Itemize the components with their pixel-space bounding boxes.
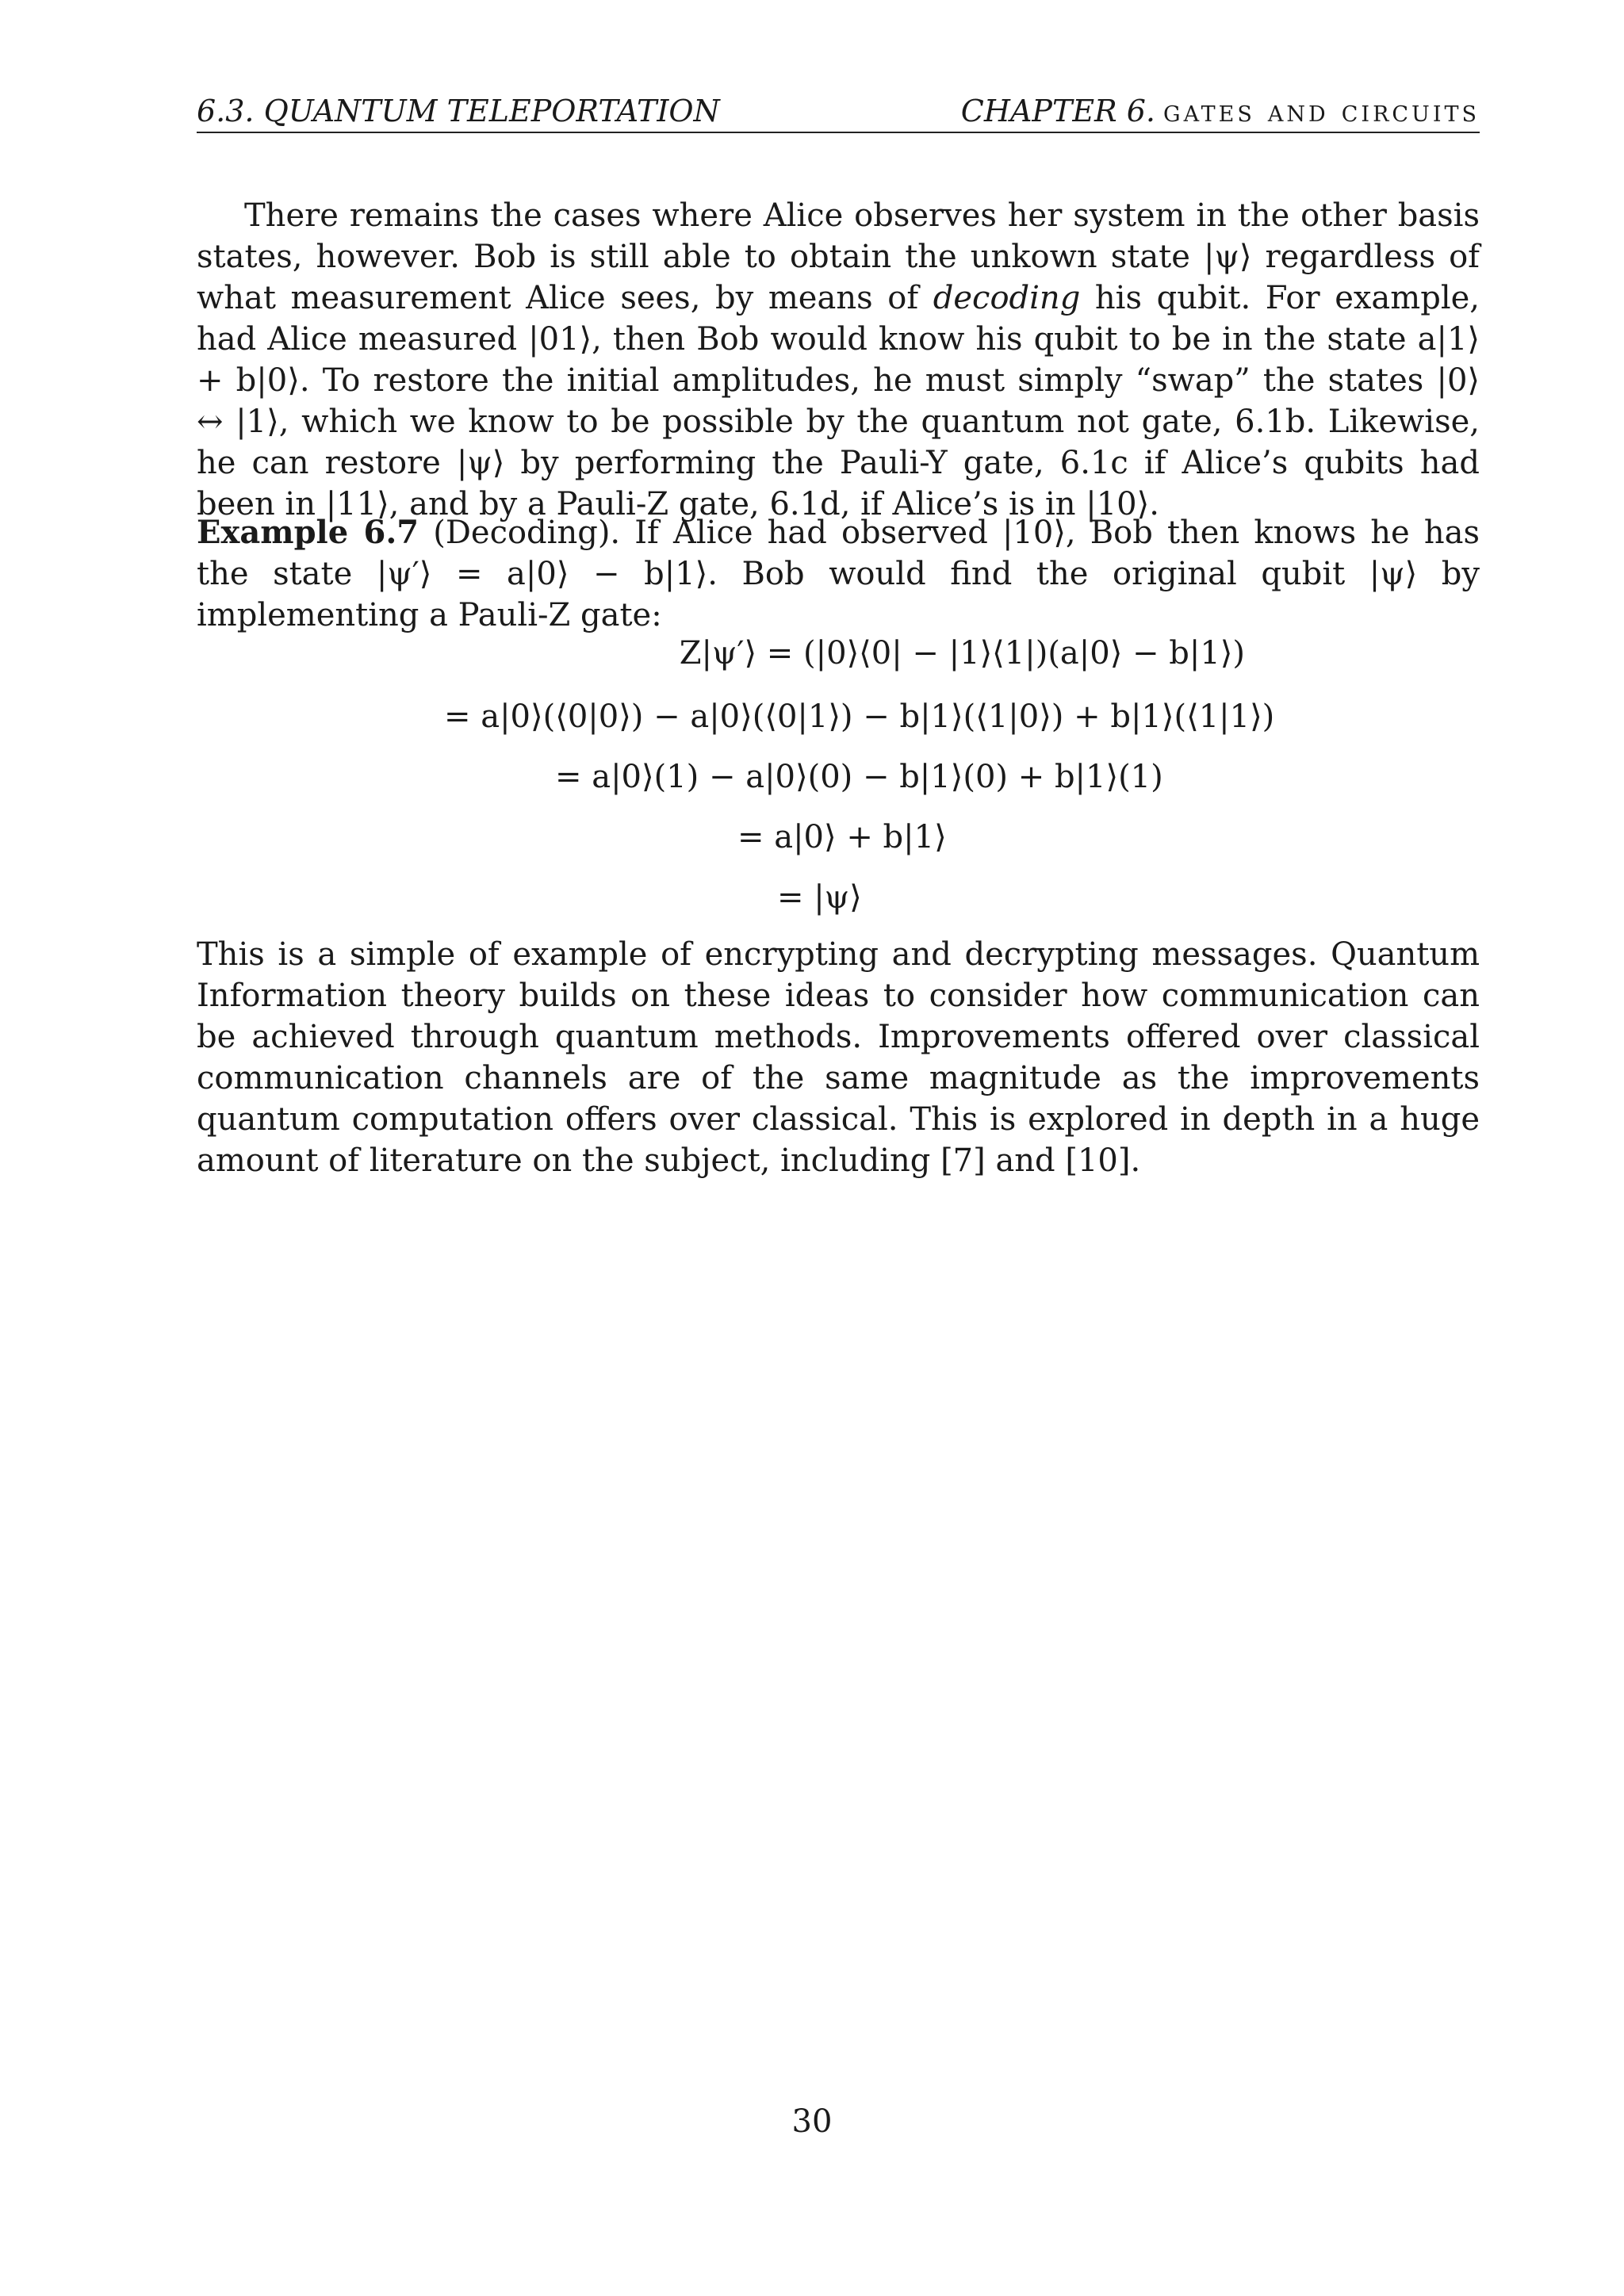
example-6-7 xyxy=(197,512,1480,636)
header-chapter xyxy=(961,89,1480,133)
equation-line-4: = a|0⟩ + b|1⟩ xyxy=(737,819,947,855)
example-title: (Decoding). xyxy=(419,515,621,551)
header-chapter-number: CHAPTER 6. xyxy=(960,94,1156,128)
example-label: Example 6.7 xyxy=(197,514,419,551)
header-rule xyxy=(197,132,1480,133)
equation-line-1: Z|ψ′⟩ = (|0⟩⟨0| − |1⟩⟨1|)(a|0⟩ − b|1⟩) xyxy=(679,635,1245,672)
paragraph-encryption: This is a simple of example of encrypting and decrypting messages. Quantum Information theory builds on these ideas to consider how communication can be achieved through quantum methods. Improvements offered over classical communication channels are of the same magnitude as the improvements quantum computation offers over classical. This is explored in depth in a huge amount of literature on the subject, including [7] and [10]. xyxy=(197,936,1480,1179)
header-section-title: 6.3. QUANTUM TELEPORTATION xyxy=(197,94,720,128)
equation-line-3: = a|0⟩(1) − a|0⟩(0) − b|1⟩(0) + b|1⟩(1) xyxy=(555,759,1163,795)
header-chapter-title: gates and circuits xyxy=(1163,94,1480,128)
equation-line-5: = |ψ⟩ xyxy=(777,879,862,916)
paragraph-text: his qubit. For example, had Alice measured |01⟩, then Bob would know his qubit to be in the state a|1⟩ + b|0⟩. To restore the initial amplitudes, he must simply “swap” the states |0⟩ ↔ |1⟩, which we know to be possible by the quantum not gate, 6.1b. Likewise, he can restore |ψ⟩ by performing the Pauli-Y gate, 6.1c if Alice’s qubits had been in |11⟩, and by a Pauli-Z gate, 6.1d, if Alice’s is in |10⟩. xyxy=(197,280,1480,522)
equation-line-2: = a|0⟩(⟨0|0⟩) − a|0⟩(⟨0|1⟩) − b|1⟩(⟨1|0⟩) + b|1⟩(⟨1|1⟩) xyxy=(444,698,1275,735)
page-number: 30 xyxy=(791,2103,833,2140)
running-header xyxy=(197,89,1480,133)
example-text: If Alice had observed |10⟩, Bob then knows he has the state |ψ′⟩ = a|0⟩ − b|1⟩. Bob would find the original qubit |ψ⟩ by implementing a Pauli-Z gate: xyxy=(197,515,1480,633)
paragraph-decoding-intro xyxy=(197,195,1480,525)
paragraph-text: There remains the cases where Alice observes her system in the other basis states, however. Bob is still able to obtain the unkown state |ψ⟩ regardless of what measurement Alice sees, by means of xyxy=(197,197,1480,316)
emphasis-decoding: decoding xyxy=(933,280,1081,316)
